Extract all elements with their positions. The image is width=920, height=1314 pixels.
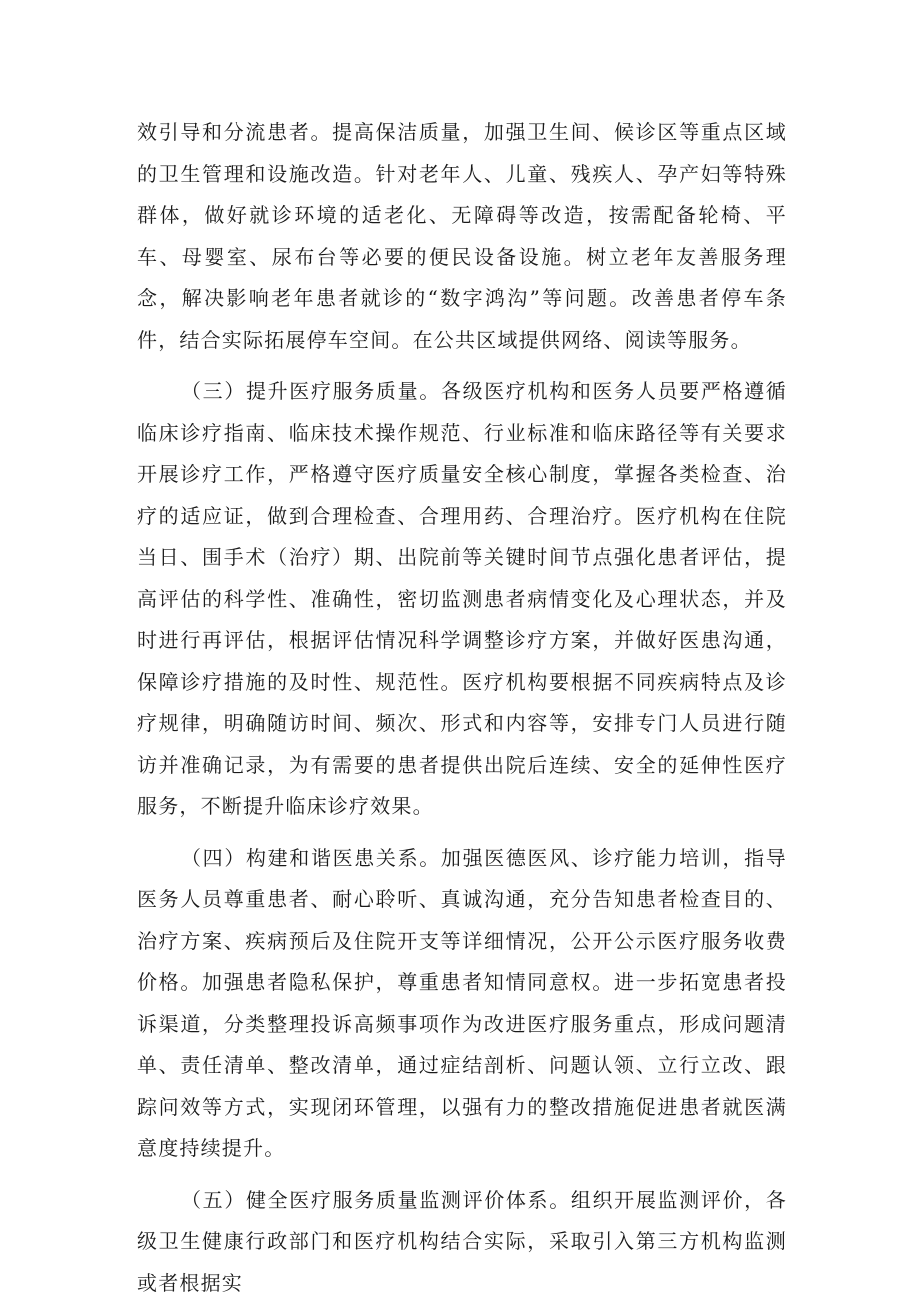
paragraph-continuation: 效引导和分流患者。提高保洁质量，加强卫生间、候诊区等重点区域的卫生管理和设施改造。针对老年人、儿童、残疾人、孕产妇等特殊群体，做好就诊环境的适老化、无障碍等改造，按需配备轮椅、平车、母婴室、尿布台等必要的便民设备设施。树立老年友善服务理念，解决影响老年患者就诊的“数字鸿沟”等问题。改善患者停车条件，结合实际拓展停车空间。在公共区域提供网络、阅读等服务。 (137, 120, 787, 352)
paragraph-section-4: （四）构建和谐医患关系。加强医德医风、诊疗能力培训，指导医务人员尊重患者、耐心聆听、真诚沟通，充分告知患者检查目的、治疗方案、疾病预后及住院开支等详细情况，公开公示医疗服务收费价格。加强患者隐私保护，尊重患者知情同意权。进一步拓宽患者投诉渠道，分类整理投诉高频事项作为改进医疗服务重点，形成问题清单、责任清单、整改清单，通过症结剖析、问题认领、立行立改、跟踪问效等方式，实现闭环管理，以强有力的整改措施促进患者就医满意度持续提升。 (137, 845, 787, 1160)
document-body (137, 112, 787, 1314)
paragraph-section-3: （三）提升医疗服务质量。各级医疗机构和医务人员要严格遵循临床诊疗指南、临床技术操作规范、行业标准和临床路径等有关要求开展诊疗工作，严格遵守医疗质量安全核心制度，掌握各类检查、治疗的适应证，做到合理检查、合理用药、合理治疗。医疗机构在住院当日、围手术（治疗）期、出院前等关键时间节点强化患者评估，提高评估的科学性、准确性，密切监测患者病情变化及心理状态，并及时进行再评估，根据评估情况科学调整诊疗方案，并做好医患沟通，保障诊疗措施的及时性、规范性。医疗机构要根据不同疾病特点及诊疗规律，明确随访时间、频次、形式和内容等，安排专门人员进行随访并准确记录，为有需要的患者提供出院后连续、安全的延伸性医疗服务，不断提升临床诊疗效果。 (137, 379, 787, 818)
paragraph-section-5: （五）健全医疗服务质量监测评价体系。组织开展监测评价，各级卫生健康行政部门和医疗机构结合实际，采取引入第三方机构监测或者根据实 (137, 1187, 787, 1295)
